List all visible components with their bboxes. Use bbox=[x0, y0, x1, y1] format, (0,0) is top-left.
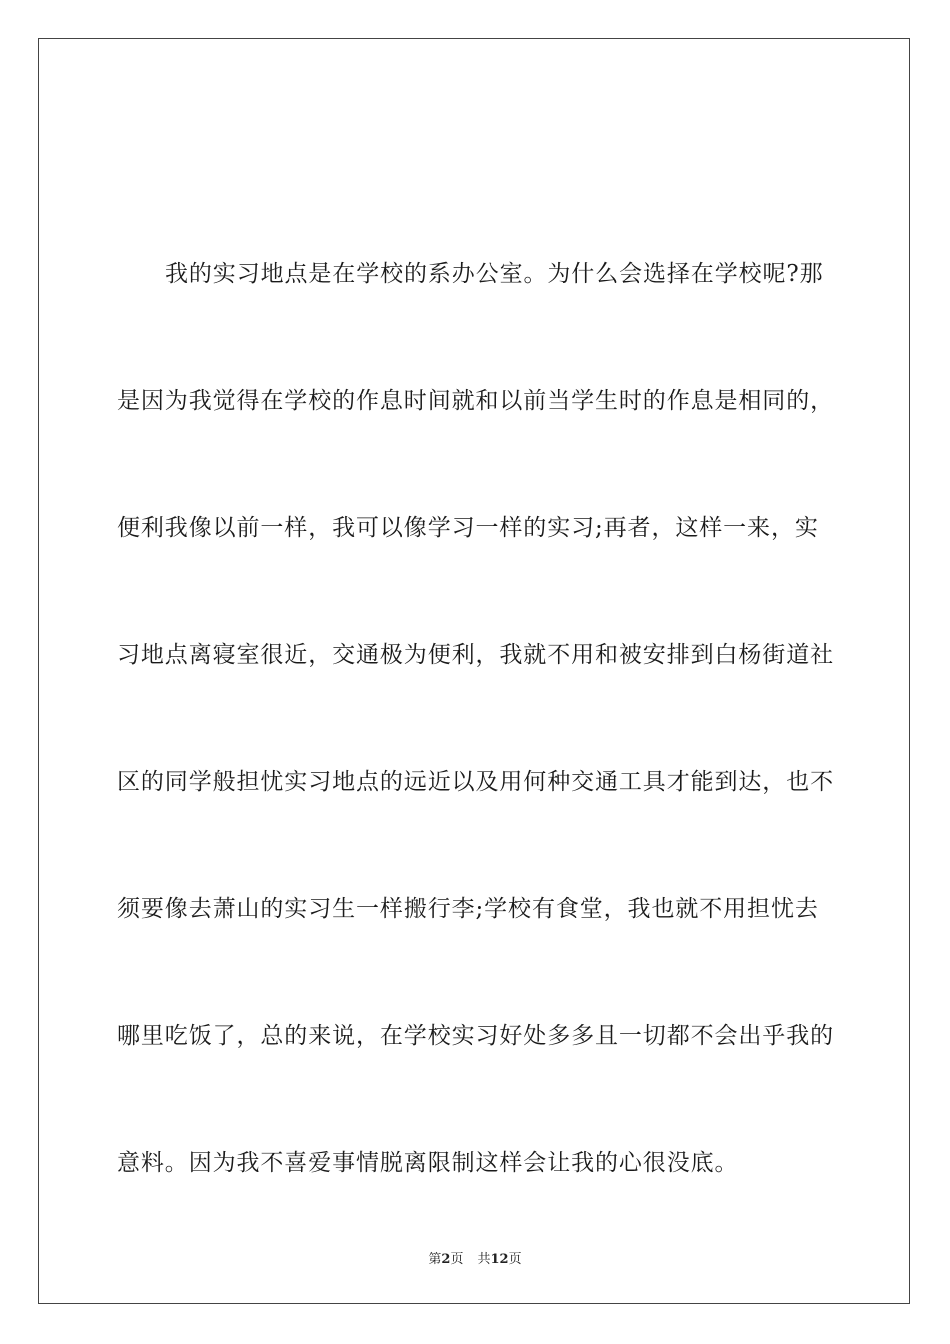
page-footer bbox=[0, 1248, 950, 1267]
paragraph-line: 哪里吃饭了，总的来说，在学校实习好处多多且一切都不会出乎我的 bbox=[117, 1023, 834, 1049]
document-body bbox=[117, 248, 837, 1264]
paragraph-line: 便利我像以前一样，我可以像学习一样的实习;再者，这样一来，实 bbox=[117, 515, 819, 541]
paragraph-line: 是因为我觉得在学校的作息时间就和以前当学生时的作息是相同的， bbox=[117, 388, 834, 414]
paragraph-line: 我的实习地点是在学校的系办公室。为什么会选择在学校呢?那 bbox=[165, 261, 824, 287]
total-suffix: 页 bbox=[508, 1252, 522, 1267]
paragraph-line: 区的同学般担忧实习地点的远近以及用何种交通工具才能到达，也不 bbox=[117, 769, 834, 795]
page-suffix: 页 bbox=[450, 1252, 464, 1267]
paragraph-line: 意料。因为我不喜爱事情脱离限制这样会让我的心很没底。 bbox=[117, 1150, 739, 1176]
paragraph-line: 须要像去萧山的实习生一样搬行李;学校有食堂，我也就不用担忧去 bbox=[117, 896, 819, 922]
total-pages: 12 bbox=[490, 1252, 509, 1267]
total-prefix: 共 bbox=[477, 1252, 491, 1267]
page-prefix: 第 bbox=[428, 1252, 442, 1267]
page-number: 2 bbox=[441, 1252, 451, 1267]
paragraph-line: 习地点离寝室很近，交通极为便利，我就不用和被安排到白杨街道社 bbox=[117, 642, 834, 668]
